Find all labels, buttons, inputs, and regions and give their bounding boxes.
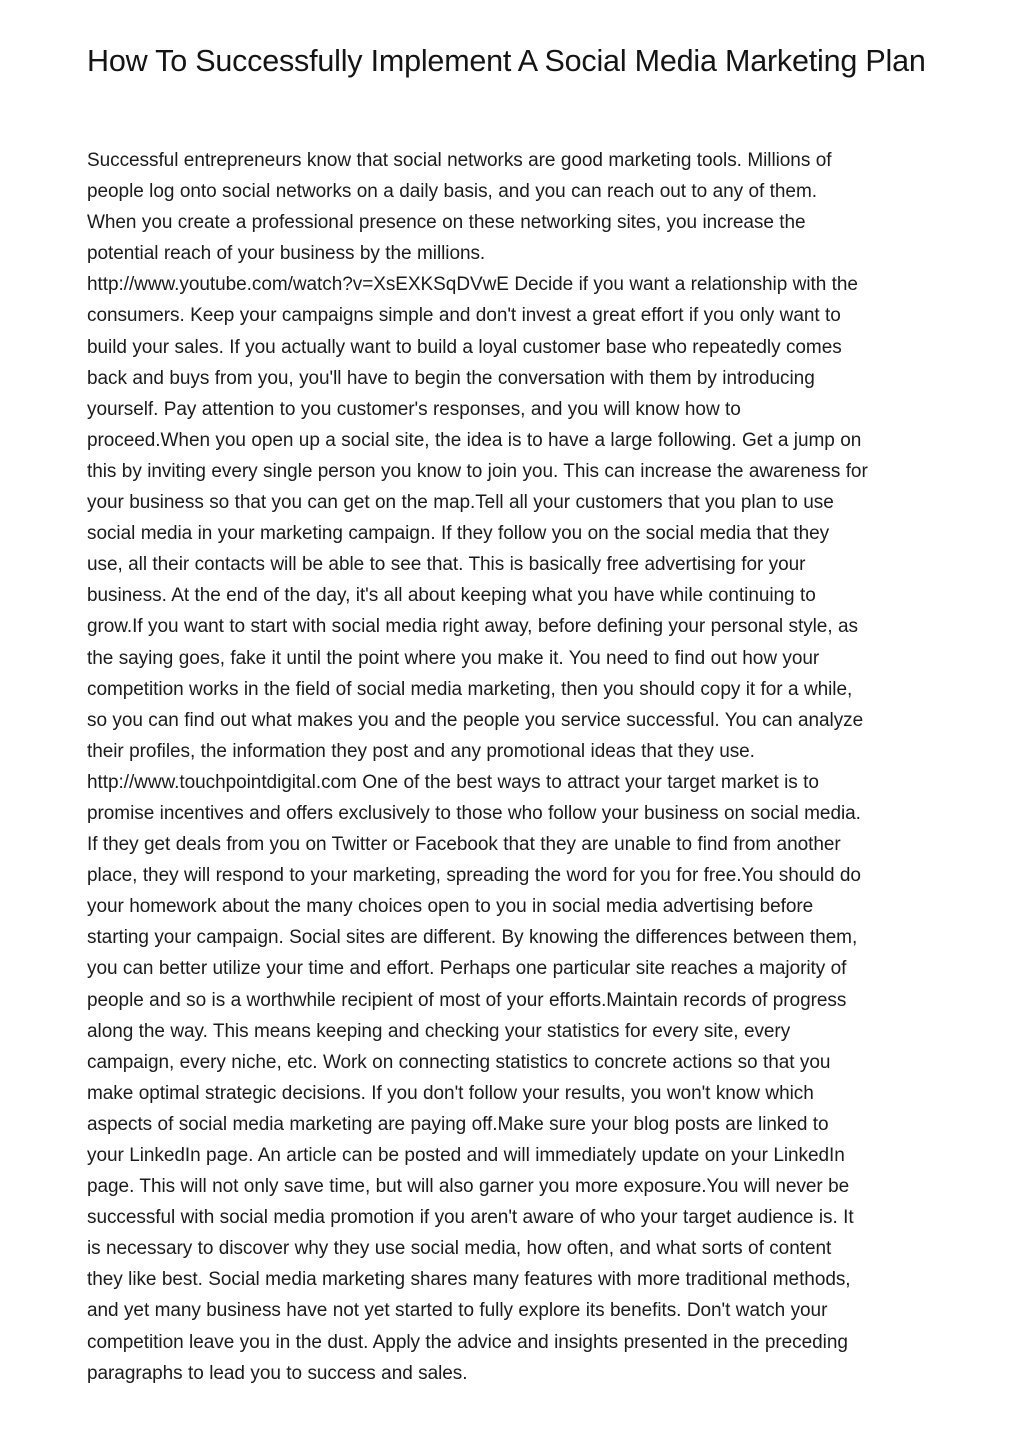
body-line: consumers. Keep your campaigns simple and don't invest a great effort if you only want to [87,305,841,327]
body-line: they like best. Social media marketing shares many features with more traditional methods, [87,1269,851,1291]
body-line: competition works in the field of social media marketing, then you should copy it for a while, [87,678,853,700]
body-line: page. This will not only save time, but will also garner you more exposure.You will never be [87,1176,850,1198]
body-line: and yet many business have not yet started to fully explore its benefits. Don't watch your [87,1300,828,1322]
body-line: your LinkedIn page. An article can be posted and will immediately update on your LinkedIn [87,1145,845,1166]
body-line: successful with social media promotion if you aren't aware of who your target audience is. It [87,1207,854,1229]
body-line: http://www.youtube.com/watch?v=XsEXKSqDVwE Decide if you want a relationship with the [87,274,858,296]
body-line: use, all their contacts will be able to see that. This is basically free advertising for your [87,554,806,576]
body-line: build your sales. If you actually want to build a loyal customer base who repeatedly comes [87,336,842,358]
body-line: your homework about the many choices open to you in social media advertising before [87,896,814,918]
body-line: grow.If you want to start with social media right away, before defining your personal style, as [87,616,858,638]
body-line: social media in your marketing campaign. If they follow you on the social media that they [87,523,830,545]
body-line: http://www.touchpointdigital.com One of the best ways to attract your target market is to [87,771,819,793]
body-line: paragraphs to lead you to success and sales. [87,1362,468,1384]
body-line: the saying goes, fake it until the point where you make it. You need to find out how your [87,647,820,669]
body-line: promise incentives and offers exclusively to those who follow your business on social media. [87,802,861,824]
body-line: you can better utilize your time and effort. Perhaps one particular site reaches a majority of [87,958,847,980]
body-line: starting your campaign. Social sites are different. By knowing the differences between them, [87,927,858,949]
body-line: people and so is a worthwhile recipient of most of your efforts.Maintain records of progress [87,989,847,1011]
body-line: along the way. This means keeping and checking your statistics for every site, every [87,1020,791,1042]
body-line: When you create a professional presence on these networking sites, you increase the [87,212,806,234]
body-line: this by inviting every single person you know to join you. This can increase the awareness for [87,460,868,482]
body-line: is necessary to discover why they use social media, how often, and what sorts of content [87,1238,832,1260]
body-line: yourself. Pay attention to you customer's responses, and you will know how to [87,398,741,420]
body-line: your business so that you can get on the map.Tell all your customers that you plan to use [87,492,834,514]
body-line: If they get deals from you on Twitter or Facebook that they are unable to find from another [87,834,841,856]
body-line: make optimal strategic decisions. If you don't follow your results, you won't know which [87,1082,814,1104]
body-line: their profiles, the information they post and any promotional ideas that they use. [87,740,755,762]
document-title: How To Successfully Implement A Social Media Marketing Plan [87,44,926,78]
body-line: aspects of social media marketing are paying off.Make sure your blog posts are linked to [87,1113,829,1135]
body-line: back and buys from you, you'll have to begin the conversation with them by introducing [87,367,815,389]
document-body [87,145,947,1389]
body-line: campaign, every niche, etc. Work on connecting statistics to concrete actions so that you [87,1051,831,1073]
body-line: so you can find out what makes you and the people you service successful. You can analyze [87,709,864,731]
body-line: people log onto social networks on a daily basis, and you can reach out to any of them. [87,181,817,203]
body-line: potential reach of your business by the millions. [87,243,486,265]
body-line: Successful entrepreneurs know that social networks are good marketing tools. Millions of [87,150,832,171]
body-line: proceed.When you open up a social site, the idea is to have a large following. Get a jump on [87,429,862,451]
body-line: competition leave you in the dust. Apply the advice and insights presented in the preceding [87,1331,848,1353]
body-line: business. At the end of the day, it's all about keeping what you have while continuing to [87,585,816,607]
body-line: place, they will respond to your marketing, spreading the word for you for free.You should do [87,865,861,887]
